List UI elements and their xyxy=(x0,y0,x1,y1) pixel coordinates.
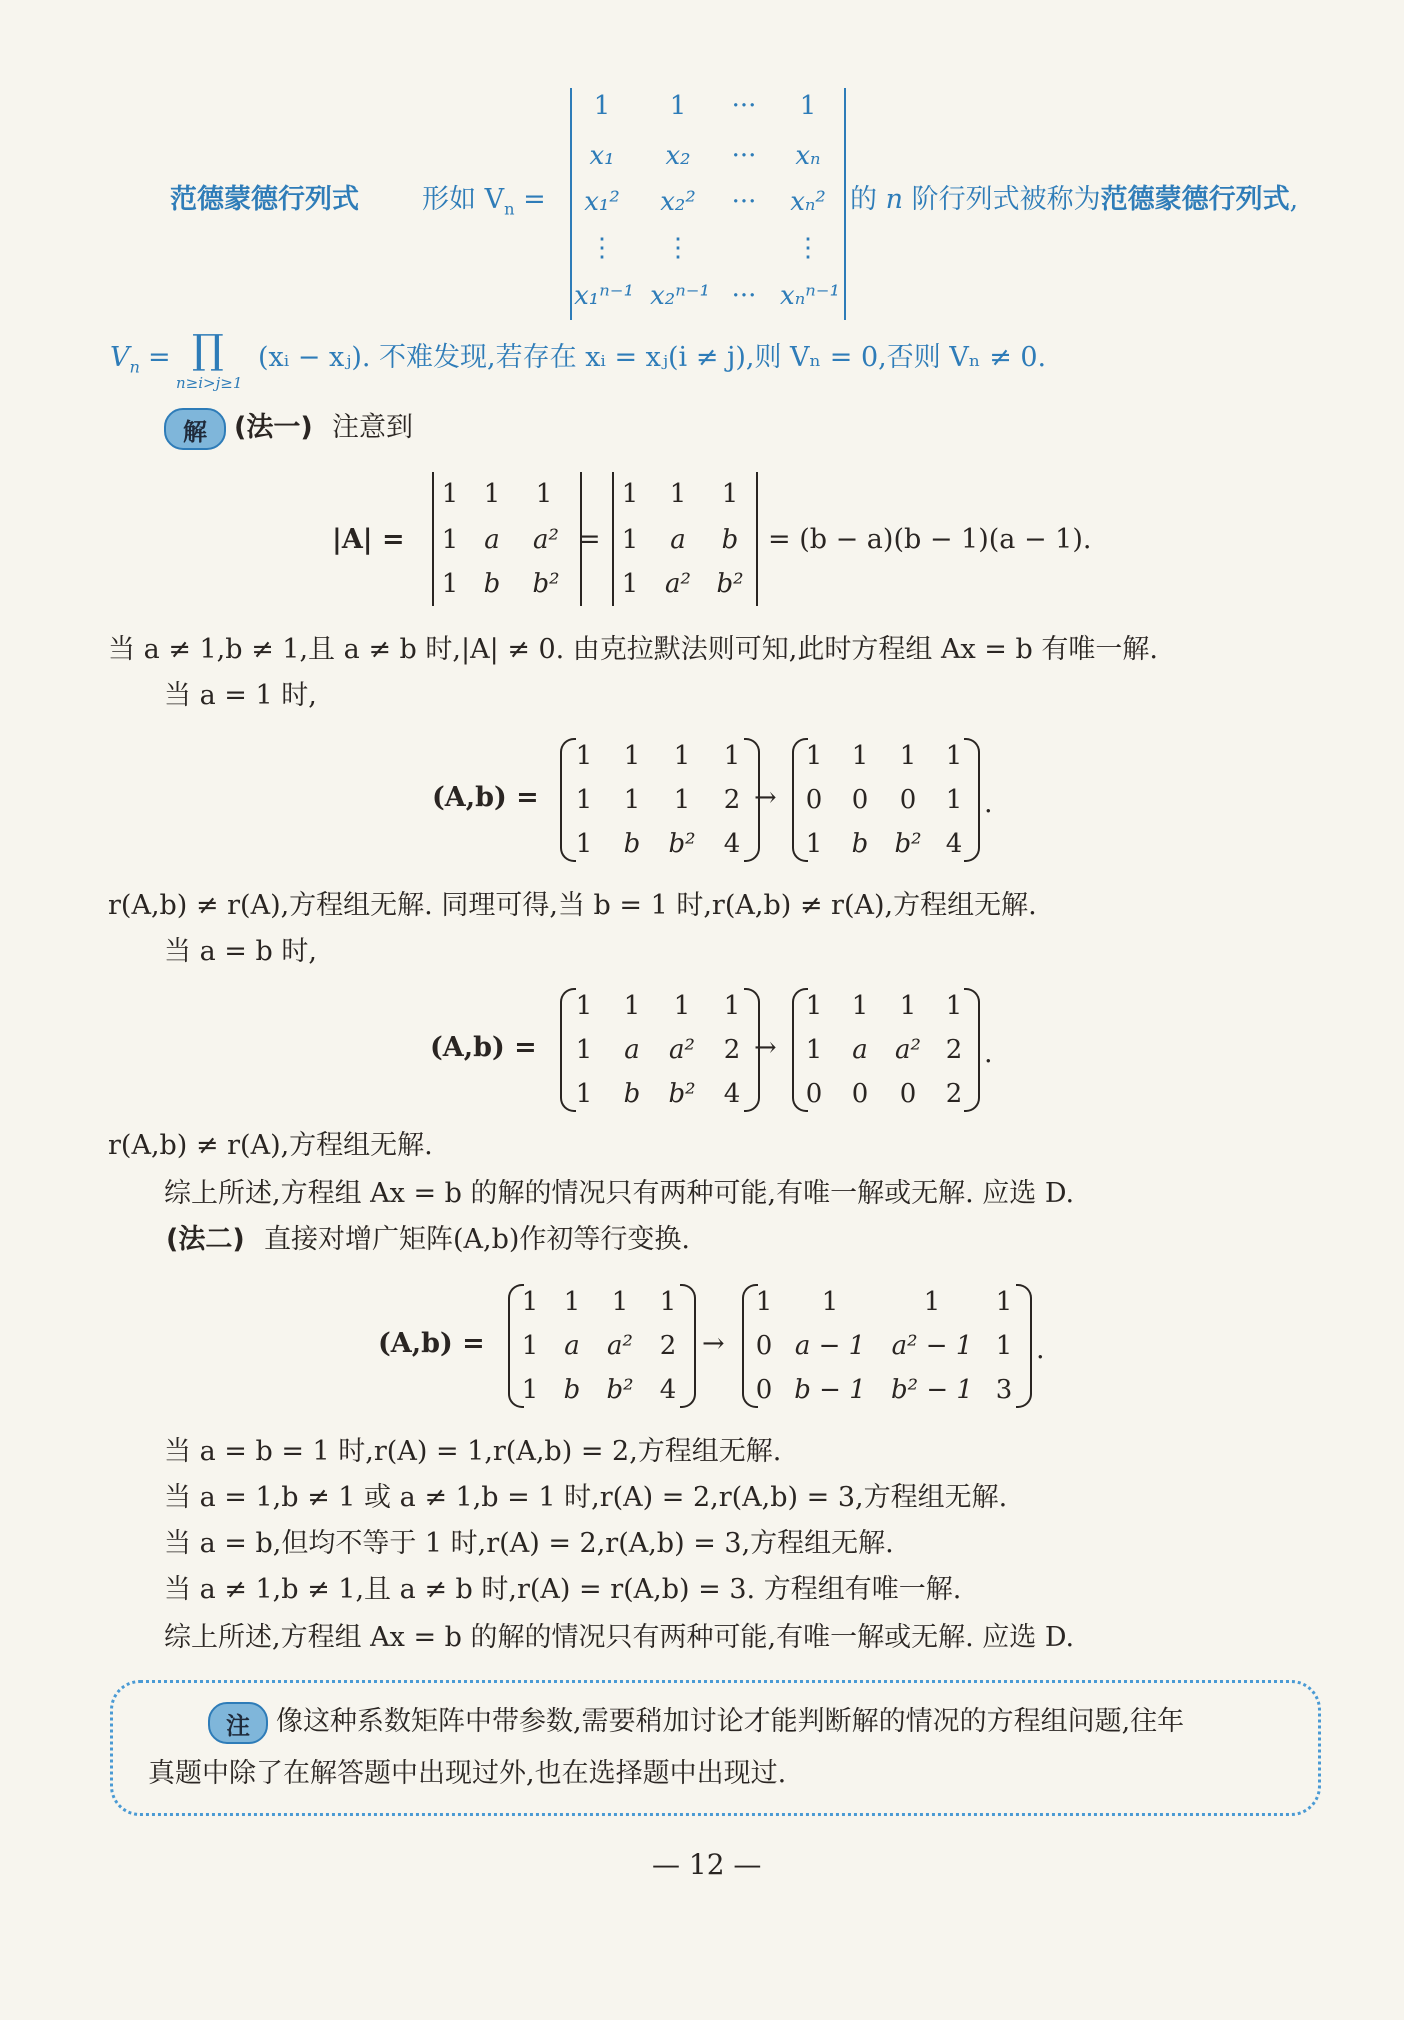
m3r-cell: b − 1 xyxy=(794,1375,866,1405)
det2-cell: 1 xyxy=(621,525,639,555)
paren-right xyxy=(964,738,980,862)
m1r-cell: 0 xyxy=(805,785,823,815)
m2l-cell: 4 xyxy=(723,1079,741,1109)
m2r-cell: 1 xyxy=(945,991,963,1021)
m2r-cell: 0 xyxy=(899,1079,917,1109)
m2l-cell: b² xyxy=(668,1079,696,1109)
method2-label: (法二) xyxy=(166,1224,245,1255)
m2l-cell: a² xyxy=(669,1035,695,1065)
aug-label-2: (A,b) = xyxy=(430,1032,537,1063)
m1r-cell: 1 xyxy=(805,741,823,771)
arrow-1: → xyxy=(754,782,777,813)
tail-text-1: 的 xyxy=(850,184,886,215)
m3r-cell: 0 xyxy=(755,1331,773,1361)
m1r-cell: 1 xyxy=(851,741,869,771)
m3l-cell: 1 xyxy=(563,1287,581,1317)
m2r-cell: 1 xyxy=(899,991,917,1021)
det-cell: ··· xyxy=(731,141,757,171)
period-3: . xyxy=(1036,1334,1045,1365)
det2-cell: b xyxy=(721,525,739,555)
m2r-cell: 1 xyxy=(805,991,823,1021)
det2-cell: 1 xyxy=(621,569,639,599)
product-limits: n≥i>j≥1 xyxy=(176,374,243,392)
m3r-cell: 1 xyxy=(755,1287,773,1317)
m2r-cell: a² xyxy=(895,1035,921,1065)
m1l-cell: b² xyxy=(668,829,696,859)
m3r-cell: 1 xyxy=(821,1287,839,1317)
case-a-equals-b: 当 a = b 时, xyxy=(164,936,317,967)
formula-v-sub: n xyxy=(129,357,140,377)
vandermonde-heading: 范德蒙德行列式 xyxy=(170,184,359,215)
m1r-cell: b² xyxy=(894,829,922,859)
det2-cell: a xyxy=(670,525,686,555)
detA-result: = (b − a)(b − 1)(a − 1). xyxy=(768,524,1092,555)
note-box xyxy=(110,1680,1321,1816)
m3l-cell: 1 xyxy=(521,1375,539,1405)
aug-matrix-3-right xyxy=(742,1284,1032,1408)
m2r-cell: a xyxy=(852,1035,868,1065)
det-cell: ⋮ xyxy=(589,233,615,263)
aug-matrix-1-left xyxy=(560,738,760,862)
m3l-cell: 1 xyxy=(659,1287,677,1317)
note-line-2: 真题中除了在解答题中出现过外,也在选择题中出现过. xyxy=(148,1758,787,1789)
det1-cell: a xyxy=(484,525,500,555)
det-right-bar xyxy=(844,88,846,320)
det-cell: xₙ xyxy=(795,141,821,171)
formula-eq: = xyxy=(148,342,171,373)
page-number: — 12 — xyxy=(652,1848,762,1881)
det1-cell: 1 xyxy=(441,569,459,599)
det-left-bar xyxy=(570,88,572,320)
m2r-cell: 2 xyxy=(945,1079,963,1109)
summary-2: 综上所述,方程组 Ax = b 的解的情况只有两种可能,有唯一解或无解. 应选 D. xyxy=(164,1622,1075,1653)
m3l-cell: a² xyxy=(607,1331,633,1361)
m3r-cell: 1 xyxy=(923,1287,941,1317)
period-2: . xyxy=(984,1038,993,1069)
det-cell: x₂ⁿ⁻¹ xyxy=(650,281,710,311)
m3r-cell: 1 xyxy=(995,1331,1013,1361)
vandermonde-lead xyxy=(422,182,546,227)
aug-label-1: (A,b) = xyxy=(432,782,539,813)
arrow-2: → xyxy=(754,1032,777,1063)
m3l-cell: 1 xyxy=(521,1331,539,1361)
tail-bold: 范德蒙德行列式 xyxy=(1100,184,1290,215)
case-line-2: 当 a = 1,b ≠ 1 或 a ≠ 1,b = 1 时,r(A) = 2,r(A,b) = 3,方程组无解. xyxy=(164,1482,1008,1513)
method1-label: (法一) xyxy=(234,412,313,443)
paren-left xyxy=(560,988,576,1112)
aug-matrix-3-left xyxy=(508,1284,696,1408)
m2r-cell: 1 xyxy=(851,991,869,1021)
detA-label: |A| = xyxy=(332,524,405,555)
rank-line-1: r(A,b) ≠ r(A),方程组无解. 同理可得,当 b = 1 时,r(A,b) ≠ r(A),方程组无解. xyxy=(108,890,1037,921)
formula-lhs xyxy=(110,340,140,385)
note-badge: 注 xyxy=(208,1702,268,1744)
det-cell: x₁ⁿ⁻¹ xyxy=(574,281,634,311)
case-a-equals-1: 当 a = 1 时, xyxy=(164,680,317,711)
det-cell: ··· xyxy=(731,187,757,217)
m3r-cell: 0 xyxy=(755,1375,773,1405)
det-cell: xₙⁿ⁻¹ xyxy=(780,281,840,311)
m1r-cell: 0 xyxy=(899,785,917,815)
m3r-cell: b² − 1 xyxy=(891,1375,973,1405)
case-line-4: 当 a ≠ 1,b ≠ 1,且 a ≠ b 时,r(A) = r(A,b) = 3. 方程组有唯一解. xyxy=(164,1574,962,1605)
aug-matrix-2-left xyxy=(560,988,760,1112)
m2l-cell: 1 xyxy=(575,1079,593,1109)
det-cell: 1 xyxy=(799,91,817,121)
m1r-cell: b xyxy=(851,829,869,859)
aug-label-3: (A,b) = xyxy=(378,1328,485,1359)
m1l-cell: 1 xyxy=(623,741,641,771)
det2-cell: 1 xyxy=(721,479,739,509)
m3l-cell: a xyxy=(564,1331,580,1361)
det1-cell: 1 xyxy=(535,479,553,509)
det2-cell: 1 xyxy=(621,479,639,509)
m1l-cell: b xyxy=(623,829,641,859)
det-cell: ··· xyxy=(731,91,757,121)
vandermonde-lead-eq: = xyxy=(514,184,546,215)
det1-cell: b xyxy=(483,569,501,599)
tail-text-3: , xyxy=(1289,184,1299,215)
m1l-cell: 1 xyxy=(575,829,593,859)
product-symbol: ∏ xyxy=(192,327,224,373)
m1r-cell: 1 xyxy=(805,829,823,859)
m3l-cell: b² xyxy=(606,1375,634,1405)
det1-cell: a² xyxy=(533,525,559,555)
solution-badge: 解 xyxy=(164,408,226,450)
tail-text-2: 阶行列式被称为 xyxy=(902,184,1101,215)
m1r-cell: 1 xyxy=(899,741,917,771)
m2l-cell: a xyxy=(624,1035,640,1065)
m1l-cell: 4 xyxy=(723,829,741,859)
m1l-cell: 1 xyxy=(723,741,741,771)
m1r-cell: 0 xyxy=(851,785,869,815)
m2r-cell: 0 xyxy=(805,1079,823,1109)
m1r-cell: 1 xyxy=(945,785,963,815)
aug-matrix-1-right xyxy=(792,738,980,862)
det-cell: ⋮ xyxy=(795,233,821,263)
det-a-matrix xyxy=(432,472,582,606)
m1r-cell: 4 xyxy=(945,829,963,859)
det-cell: x₁ xyxy=(589,141,615,171)
det-cell: x₁² xyxy=(584,187,620,217)
det-cell: xₙ² xyxy=(790,187,826,217)
m1l-cell: 1 xyxy=(575,785,593,815)
det1-cell: b² xyxy=(532,569,560,599)
m2r-cell: 0 xyxy=(851,1079,869,1109)
det-cell: x₂ xyxy=(665,141,691,171)
det-cell: ⋮ xyxy=(665,233,691,263)
m1l-cell: 1 xyxy=(623,785,641,815)
aug-matrix-2-right xyxy=(792,988,980,1112)
det2-cell: 1 xyxy=(669,479,687,509)
vandermonde-determinant xyxy=(570,88,846,320)
det-a-transposed xyxy=(612,472,758,606)
det-cell: 1 xyxy=(593,91,611,121)
cramer-line: 当 a ≠ 1,b ≠ 1,且 a ≠ b 时,|A| ≠ 0. 由克拉默法则可知,此时方程组 Ax = b 有唯一解. xyxy=(108,634,1158,665)
vandermonde-lead-text: 形如 V xyxy=(422,184,505,215)
m2l-cell: 1 xyxy=(575,1035,593,1065)
period-1: . xyxy=(984,788,993,819)
vandermonde-tail xyxy=(850,182,1298,218)
note-line-1: 像这种系数矩阵中带参数,需要稍加讨论才能判断解的情况的方程组问题,往年 xyxy=(276,1706,1185,1737)
det1-cell: 1 xyxy=(441,525,459,555)
det2-right-bar xyxy=(756,472,758,606)
arrow-3: → xyxy=(702,1328,725,1359)
m3l-cell: 2 xyxy=(659,1331,677,1361)
m1l-cell: 1 xyxy=(673,741,691,771)
det-cell: 1 xyxy=(669,91,687,121)
method2-text: 直接对增广矩阵(A,b)作初等行变换. xyxy=(264,1224,691,1255)
m2l-cell: 1 xyxy=(673,991,691,1021)
m3r-cell: 1 xyxy=(995,1287,1013,1317)
vandermonde-lead-sub: n xyxy=(504,199,515,219)
paren-right xyxy=(1016,1284,1032,1408)
m2l-cell: 1 xyxy=(575,991,593,1021)
paren-right xyxy=(680,1284,696,1408)
det-cell: x₂² xyxy=(660,187,696,217)
det2-cell: a² xyxy=(665,569,691,599)
tail-n: n xyxy=(885,184,903,215)
summary-1: 综上所述,方程组 Ax = b 的解的情况只有两种可能,有唯一解或无解. 应选 D. xyxy=(164,1178,1075,1209)
m2l-cell: 2 xyxy=(723,1035,741,1065)
m3l-cell: b xyxy=(563,1375,581,1405)
rank-line-2: r(A,b) ≠ r(A),方程组无解. xyxy=(108,1130,433,1161)
m1l-cell: 1 xyxy=(575,741,593,771)
det1-cell: 1 xyxy=(483,479,501,509)
m2l-cell: 1 xyxy=(723,991,741,1021)
det-cell: ··· xyxy=(731,281,757,311)
det2-left-bar xyxy=(612,472,614,606)
m3l-cell: 1 xyxy=(611,1287,629,1317)
formula-rest: (xᵢ − xⱼ). 不难发现,若存在 xᵢ = xⱼ(i ≠ j),则 Vₙ = 0,否则 Vₙ ≠ 0. xyxy=(258,342,1047,373)
m1l-cell: 2 xyxy=(723,785,741,815)
method1-text: 注意到 xyxy=(332,412,413,443)
formula-v: V xyxy=(110,342,130,373)
paren-right xyxy=(964,988,980,1112)
m3l-cell: 4 xyxy=(659,1375,677,1405)
case-line-3: 当 a = b,但均不等于 1 时,r(A) = 2,r(A,b) = 3,方程组无解. xyxy=(164,1528,894,1559)
paren-left xyxy=(560,738,576,862)
m2r-cell: 1 xyxy=(805,1035,823,1065)
case-line-1: 当 a = b = 1 时,r(A) = 1,r(A,b) = 2,方程组无解. xyxy=(164,1436,782,1467)
m3l-cell: 1 xyxy=(521,1287,539,1317)
m1r-cell: 1 xyxy=(945,741,963,771)
m1l-cell: 1 xyxy=(673,785,691,815)
m3r-cell: 3 xyxy=(995,1375,1013,1405)
m3r-cell: a² − 1 xyxy=(891,1331,973,1361)
m3r-cell: a − 1 xyxy=(794,1331,866,1361)
m2l-cell: b xyxy=(623,1079,641,1109)
m2l-cell: 1 xyxy=(623,991,641,1021)
det2-cell: b² xyxy=(716,569,744,599)
m2r-cell: 2 xyxy=(945,1035,963,1065)
det1-left-bar xyxy=(432,472,434,606)
det-equals: = xyxy=(578,524,601,555)
det1-cell: 1 xyxy=(441,479,459,509)
